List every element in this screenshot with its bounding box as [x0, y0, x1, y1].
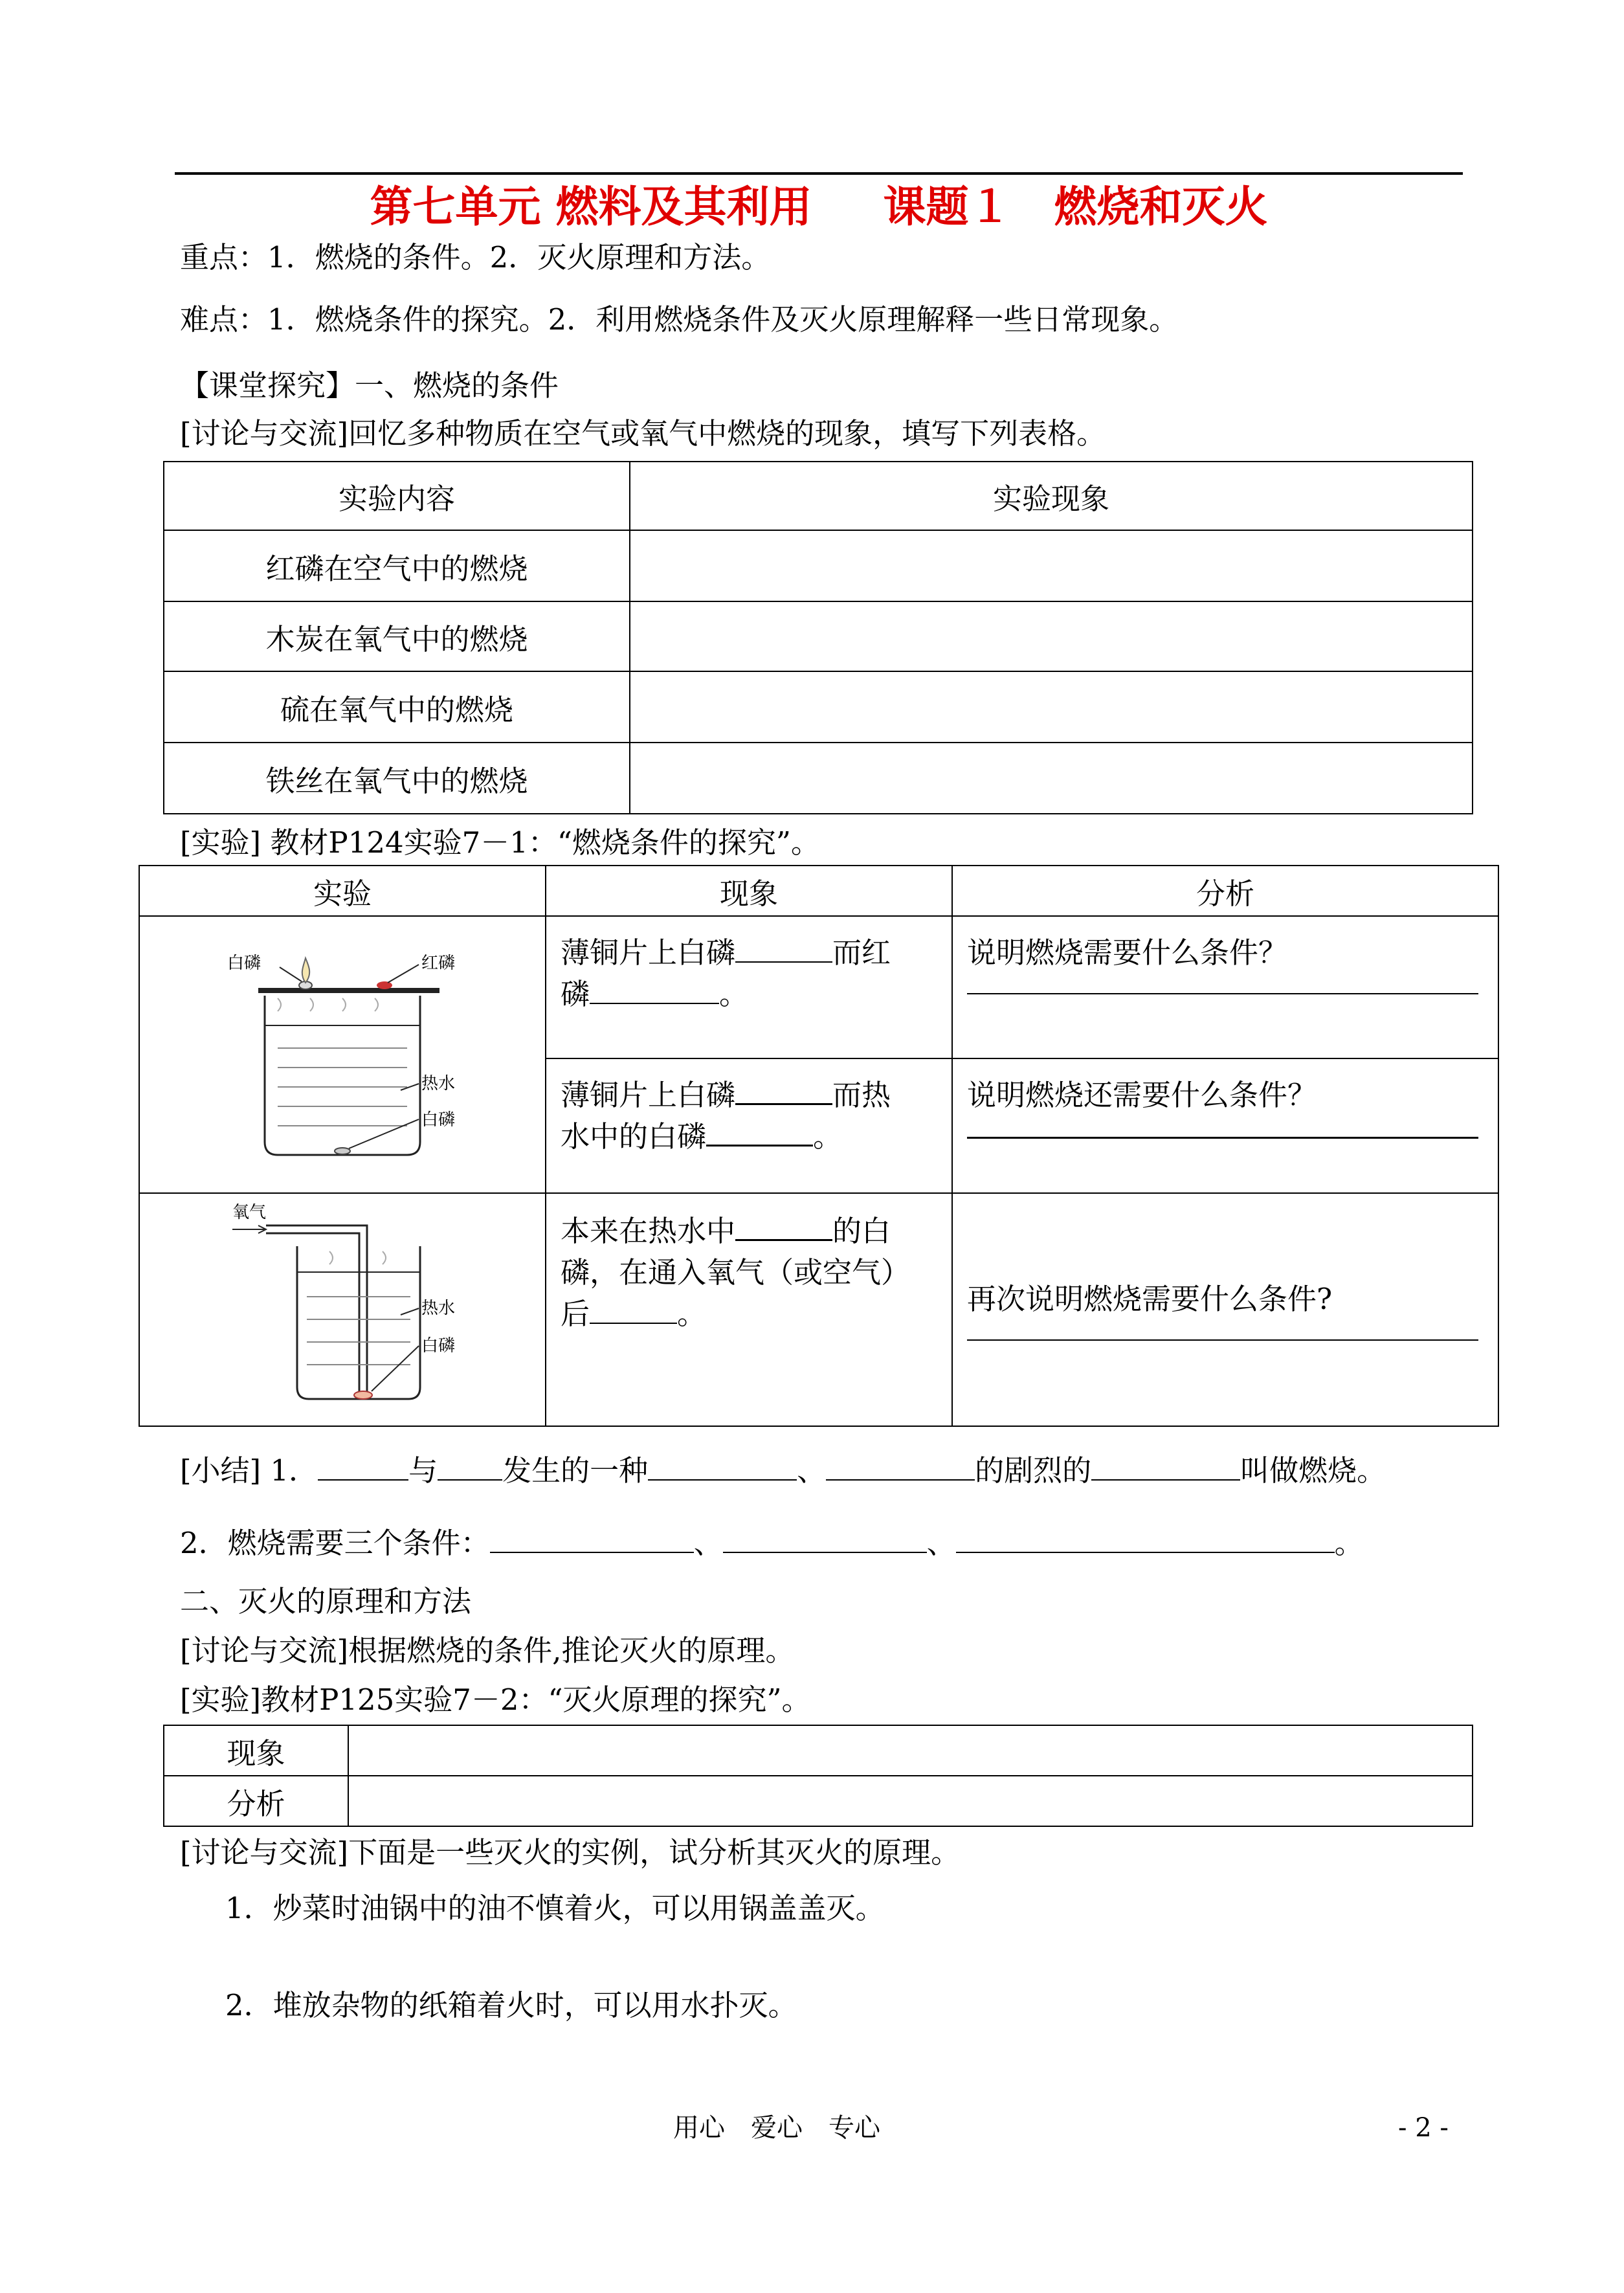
table2-analysis-1 — [952, 916, 1498, 1058]
label-hot-water: 热水 — [421, 1073, 456, 1093]
summary-text: 的剧烈的 — [975, 1453, 1092, 1488]
label-white-phosphorus: 白磷 — [227, 953, 261, 973]
page-number: - 2 - — [1398, 2113, 1449, 2143]
answer-blank[interactable] — [735, 1077, 832, 1105]
answer-blank[interactable] — [590, 977, 719, 1004]
table3-answer-cell[interactable] — [348, 1725, 1473, 1776]
answer-blank[interactable] — [723, 1526, 927, 1553]
table1-answer-cell[interactable] — [630, 530, 1473, 601]
white-phosphorus-in-water — [335, 1148, 350, 1154]
analysis-answer-line[interactable] — [967, 993, 1478, 994]
answer-blank[interactable] — [956, 1526, 1335, 1553]
table-combustion-experiment — [139, 865, 1499, 1427]
table2-phenomenon-3 — [546, 1193, 952, 1426]
phenomenon-text: 薄铜片上白磷 — [561, 1078, 736, 1112]
phenomenon-text: 的白 — [832, 1214, 891, 1248]
copper-plate — [258, 988, 439, 993]
phenomenon-text: 。 — [813, 1119, 843, 1154]
phenomenon-text: 本来在热水中 — [561, 1214, 736, 1248]
summary-text: 2．燃烧需要三个条件： — [180, 1526, 490, 1560]
table2-header-experiment: 实验 — [139, 866, 546, 916]
experiment1-intro: [实验] 教材P124实验7－1：“燃烧条件的探究”。 — [180, 825, 820, 860]
label-hot-water: 热水 — [421, 1298, 456, 1318]
summary-text: [小结] 1． — [180, 1453, 318, 1488]
summary-text: 与 — [408, 1453, 438, 1488]
table1-answer-cell[interactable] — [630, 601, 1473, 671]
table-combustion-phenomena — [163, 461, 1473, 814]
analysis-answer-line[interactable] — [967, 1339, 1478, 1341]
phenomenon-text: 。 — [719, 977, 749, 1011]
analysis-question: 说明燃烧需要什么条件？ — [967, 935, 1288, 970]
section2-heading: 二、灭火的原理和方法 — [180, 1584, 472, 1618]
summary-text: 、 — [693, 1526, 723, 1560]
answer-blank[interactable] — [318, 1453, 408, 1481]
phenomenon-text: 而红 — [832, 935, 891, 970]
answer-blank[interactable] — [1091, 1453, 1240, 1481]
analysis-question: 再次说明燃烧需要什么条件? — [967, 1282, 1333, 1316]
table2-header-analysis: 分析 — [952, 866, 1498, 916]
table1-answer-cell[interactable] — [630, 743, 1473, 814]
table1-row-label: 硫在氧气中的燃烧 — [164, 671, 630, 743]
phenomenon-text: 。 — [677, 1297, 707, 1331]
summary-text: 发生的一种 — [502, 1453, 649, 1488]
table2-analysis-3 — [952, 1193, 1498, 1426]
section1-heading: 【课堂探究】一、燃烧的条件 — [180, 368, 559, 403]
table-extinguishing-experiment — [163, 1725, 1473, 1827]
table1-row-label: 红磷在空气中的燃烧 — [164, 530, 630, 601]
table1-row-label: 铁丝在氧气中的燃烧 — [164, 743, 630, 814]
phenomenon-text: 磷 — [561, 977, 590, 1011]
title-lesson: 课题１ 燃烧和灭火 — [883, 182, 1268, 232]
answer-blank[interactable] — [490, 1526, 694, 1553]
figure-cell-copper-plate — [139, 916, 546, 1193]
figure-cell-oxygen — [139, 1193, 546, 1426]
summary2 — [180, 1524, 1364, 1563]
footer-motto: 用心 爱心 专心 — [673, 2113, 880, 2143]
oxygen-tube — [266, 1225, 367, 1394]
table3-label-analysis: 分析 — [164, 1776, 348, 1826]
phenomenon-text: 而热 — [832, 1078, 891, 1112]
answer-blank[interactable] — [706, 1119, 813, 1146]
header-rule — [175, 172, 1463, 175]
beaker-oxygen-figure — [213, 1200, 472, 1413]
summary-text: 、 — [926, 1526, 956, 1560]
experiment2-intro: [实验]教材P125实验7－2：“灭火原理的探究”。 — [180, 1683, 811, 1717]
table3-answer-cell[interactable] — [348, 1776, 1473, 1826]
difficulties: 难点：1．燃烧条件的探究。2．利用燃烧条件及灭火原理解释一些日常现象。 — [180, 302, 1179, 337]
label-red-phosphorus: 红磷 — [421, 953, 456, 973]
phenomenon-text: 薄铜片上白磷 — [561, 935, 736, 970]
title-unit: 第七单元 燃料及其利用 — [370, 182, 812, 232]
discussion3: [讨论与交流]下面是一些灭火的实例，试分析其灭火的原理。 — [180, 1835, 961, 1870]
answer-blank[interactable] — [438, 1453, 502, 1481]
analysis-answer-line[interactable] — [967, 1137, 1478, 1139]
summary-text: 、 — [797, 1453, 827, 1488]
label-white-phosphorus: 白磷 — [421, 1336, 456, 1356]
label-oxygen: 氧气 — [232, 1202, 267, 1222]
summary-text: 叫做燃烧。 — [1240, 1453, 1386, 1488]
discussion2: [讨论与交流]根据燃烧的条件,推论灭火的原理。 — [180, 1633, 795, 1668]
answer-blank[interactable] — [648, 1453, 797, 1481]
beaker-copper-plate-figure — [213, 928, 472, 1174]
table2-phenomenon-1 — [546, 916, 952, 1058]
example1: 1．炒菜时油锅中的油不慎着火，可以用锅盖盖灭。 — [225, 1891, 885, 1925]
beaker — [265, 996, 420, 1155]
flame-icon — [302, 958, 309, 983]
label-white-phosphorus-bottom: 白磷 — [421, 1110, 456, 1130]
table2-header-phenomenon: 现象 — [546, 866, 952, 916]
table1-header-content: 实验内容 — [164, 462, 630, 530]
table3-label-phenomenon: 现象 — [164, 1725, 348, 1776]
table1-header-phenomenon: 实验现象 — [630, 462, 1473, 530]
table2-phenomenon-2 — [546, 1058, 952, 1193]
phenomenon-text: 磷，在通入氧气（或空气） — [561, 1255, 911, 1290]
answer-blank[interactable] — [826, 1453, 975, 1481]
table2-analysis-2 — [952, 1058, 1498, 1193]
page-title — [175, 180, 1463, 234]
red-phosphorus-lump — [377, 981, 392, 989]
example2: 2．堆放杂物的纸箱着火时，可以用水扑灭。 — [225, 1988, 797, 2022]
answer-blank[interactable] — [590, 1297, 677, 1324]
summary-text: 。 — [1334, 1526, 1364, 1560]
phenomenon-text: 水中的白磷 — [561, 1119, 707, 1154]
analysis-question: 说明燃烧还需要什么条件？ — [967, 1078, 1317, 1112]
answer-blank[interactable] — [735, 935, 832, 963]
discussion1: [讨论与交流]回忆多种物质在空气或氧气中燃烧的现象，填写下列表格。 — [180, 416, 1106, 451]
table1-row-label: 木炭在氧气中的燃烧 — [164, 601, 630, 671]
key-points: 重点：1．燃烧的条件。2．灭火原理和方法。 — [180, 240, 771, 274]
white-phosphorus-in-water — [354, 1391, 372, 1399]
phenomenon-text: 后 — [561, 1297, 590, 1331]
answer-blank[interactable] — [735, 1213, 832, 1241]
table1-answer-cell[interactable] — [630, 671, 1473, 743]
summary1 — [180, 1451, 1386, 1490]
